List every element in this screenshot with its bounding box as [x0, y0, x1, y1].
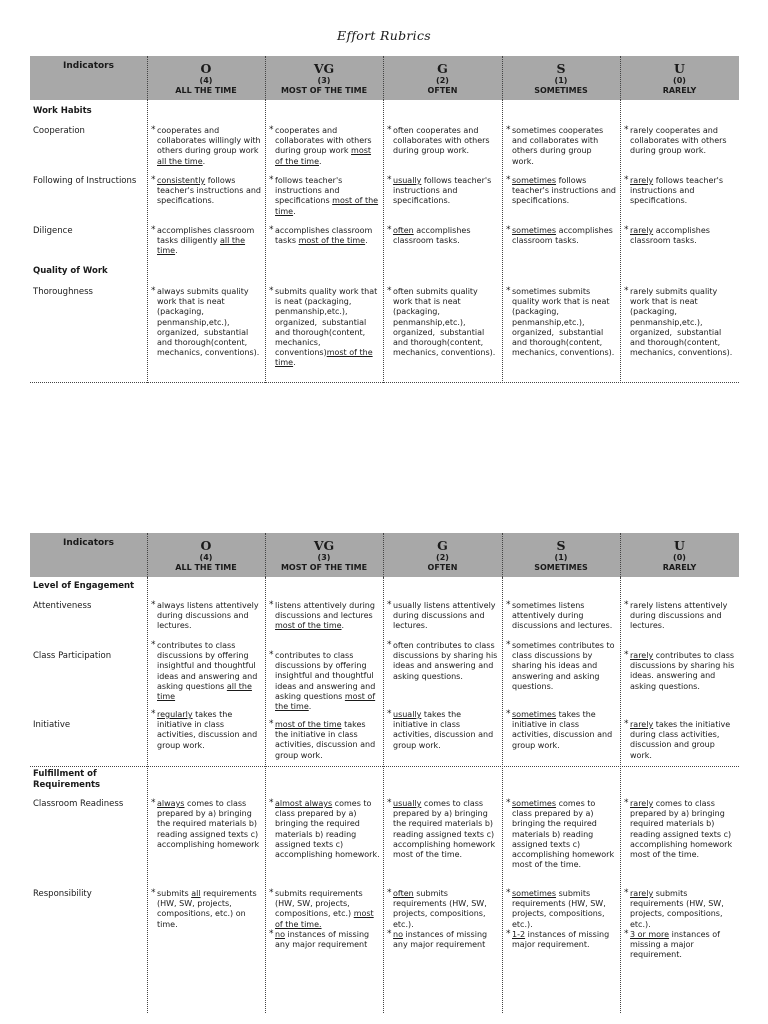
column-divider [620, 100, 621, 383]
header-indicators: Indicators [63, 61, 114, 71]
column-divider [383, 533, 384, 577]
column-divider [147, 56, 148, 100]
table-body [30, 577, 739, 1013]
column-divider [502, 533, 503, 577]
cell-following-u: * rarely follows teacher's instructions and specifications. [624, 175, 724, 206]
header-level-s: S (1) SOMETIMES [534, 61, 588, 95]
cell-thoroughness-s: * sometimes submits quality work that is neat (packaging, penmanship,etc.), organized, substantial and thorough(content, mechanics, conventions). [506, 286, 615, 358]
cell-responsibility-s: * sometimes submits requirements (HW, SW, projects, compositions, etc.). * 1-2 instances of missing major requirement. [506, 888, 610, 950]
row-label-thoroughness: Thoroughness [33, 287, 93, 297]
cell-participation-u: * rarely contributes to class discussions by sharing his ideas. answering and asking questions. [624, 650, 735, 691]
cell-readiness-s: * sometimes comes to class prepared by a) bringing the required materials b) reading assigned texts c) accomplishing homework most of the time. [506, 798, 615, 870]
cell-thoroughness-u: * rarely submits quality work that is neat (packaging, penmanship,etc.), organized, substantial and thorough(content, mechanics, conventions). [624, 286, 733, 358]
column-divider [147, 533, 148, 577]
cell-attentiveness-u: * rarely listens attentively during discussions and lectures. [624, 600, 728, 631]
column-divider [620, 56, 621, 100]
row-label-classroom-readiness: Classroom Readiness [33, 799, 124, 809]
cell-attentiveness-s: * sometimes listens attentively during discussions and lectures. [506, 600, 613, 631]
row-label-responsibility: Responsibility [33, 889, 92, 899]
header-level-o: O (4) ALL THE TIME [175, 61, 237, 95]
row-label-class-participation: Class Participation [33, 651, 112, 661]
cell-following-g: * usually follows teacher's instructions and specifications. [387, 175, 492, 206]
document-title: Effort Rubrics [337, 28, 431, 43]
row-label-cooperation: Cooperation [33, 126, 85, 136]
section-heading: Fulfillment of Requirements [33, 769, 101, 790]
header-level-o: O (4) ALL THE TIME [175, 538, 237, 572]
cell-cooperation-u: * rarely cooperates and collaborates with others during group work. [624, 125, 727, 156]
cell-diligence-g: * often accomplishes classroom tasks. [387, 225, 471, 246]
cell-initiative-vg: * most of the time takes the initiative in class activities, discussion and group work. [269, 719, 376, 760]
column-divider [265, 533, 266, 577]
section-heading: Quality of Work [33, 266, 108, 276]
cell-responsibility-o: * submits all requirements (HW, SW, projects, compositions, etc.) on time. [151, 888, 257, 929]
cell-initiative-g: * usually takes the initiative in class activities, discussion and group work. [387, 709, 494, 750]
cell-thoroughness-o: * always submits quality work that is neat (packaging, penmanship,etc.), organized, substantial and thorough(content, mechanics, conventions). [151, 286, 260, 358]
row-label-initiative: Initiative [33, 720, 71, 730]
header-level-s: S (1) SOMETIMES [534, 538, 588, 572]
cell-diligence-s: * sometimes accomplishes classroom tasks. [506, 225, 613, 246]
column-divider [620, 533, 621, 577]
header-indicators: Indicators [63, 538, 114, 548]
cell-readiness-u: * rarely comes to class prepared by a) bringing required materials b) reading assigned texts c) accomplishing homework most of the time. [624, 798, 733, 860]
column-divider [383, 56, 384, 100]
cell-diligence-vg: * accomplishes classroom tasks most of the time. [269, 225, 373, 246]
cell-thoroughness-g: * often submits quality work that is neat (packaging, penmanship,etc.), organized, substantial and thorough(content, mechanics, conventions). [387, 286, 496, 358]
cell-participation-vg: * contributes to class discussions by offering insightful and thoughtful ideas and answering and asking questions most of the time. [269, 650, 376, 712]
cell-initiative-o: * regularly takes the initiative in class activities, discussion and group work. [151, 709, 258, 750]
cell-responsibility-vg: * submits requirements (HW, SW, projects, compositions, etc.) most of the time. * no instances of missing any major requirement [269, 888, 374, 950]
cell-cooperation-g: * often cooperates and collaborates with others during group work. [387, 125, 490, 156]
cell-following-vg: * follows teacher's instructions and specifications most of the time. [269, 175, 379, 216]
cell-readiness-o: * always comes to class prepared by a) bringing the required materials b) reading assigned texts c) accomplishing homework [151, 798, 260, 849]
cell-cooperation-o: * cooperates and collaborates willingly with others during group work all the time. [151, 125, 261, 166]
cell-attentiveness-vg: * listens attentively during discussions and lectures most of the time. [269, 600, 375, 631]
cell-responsibility-u: * rarely submits requirements (HW, SW, projects, compositions, etc.). * 3 or more instances of missing a major requirement. [624, 888, 724, 960]
cell-following-o: * consistently follows teacher's instructions and specifications. [151, 175, 261, 206]
cell-diligence-o: * accomplishes classroom tasks diligently all the time. [151, 225, 255, 256]
rubric-table-work [30, 56, 739, 383]
cell-attentiveness-g: * usually listens attentively during discussions and lectures. [387, 600, 496, 631]
cell-cooperation-vg: * cooperates and collaborates with others during group work most of the time. [269, 125, 372, 166]
header-level-g: G (2) OFTEN [427, 538, 458, 572]
cell-attentiveness-o: * always listens attentively during discussions and lectures. [151, 600, 259, 631]
column-divider [620, 577, 621, 1013]
column-divider [147, 100, 148, 383]
row-label-attentiveness: Attentiveness [33, 601, 92, 611]
column-divider [265, 100, 266, 383]
cell-participation-s: * sometimes contributes to class discussions by sharing his ideas and answering and asking questions. [506, 640, 615, 691]
section-divider [30, 766, 739, 767]
table-header [30, 56, 739, 100]
row-label-diligence: Diligence [33, 226, 73, 236]
cell-following-s: * sometimes follows teacher's instructions and specifications. [506, 175, 616, 206]
row-label-following-instructions: Following of Instructions [33, 176, 137, 186]
column-divider [383, 577, 384, 1013]
header-level-vg: VG (3) MOST OF THE TIME [280, 538, 368, 572]
cell-responsibility-g: * often submits requirements (HW, SW, projects, compositions, etc.). * no instances of missing any major requirement [387, 888, 488, 950]
rubric-table-engagement [30, 533, 739, 1013]
column-divider [147, 577, 148, 1013]
table-body [30, 100, 739, 383]
column-divider [383, 100, 384, 383]
column-divider [502, 577, 503, 1013]
column-divider [502, 56, 503, 100]
column-divider [502, 100, 503, 383]
cell-initiative-s: * sometimes takes the initiative in class activities, discussion and group work. [506, 709, 613, 750]
cell-cooperation-s: * sometimes cooperates and collaborates with others during group work. [506, 125, 604, 166]
header-level-g: G (2) OFTEN [427, 61, 458, 95]
table-bottom-rule [30, 382, 739, 383]
cell-initiative-u: * rarely takes the initiative during class activities, discussion and group work. [624, 719, 731, 760]
cell-thoroughness-vg: * submits quality work that is neat (packaging, penmanship,etc.), organized, substantial and thorough(content, mechanics, conventions)most of the time. [269, 286, 378, 368]
cell-diligence-u: * rarely accomplishes classroom tasks. [624, 225, 710, 246]
table-header [30, 533, 739, 577]
header-level-u: U (0) RARELY [662, 61, 697, 95]
column-divider [265, 56, 266, 100]
cell-participation-o: * contributes to class discussions by offering insightful and thoughtful ideas and answering and asking questions all the time [151, 640, 258, 702]
header-level-u: U (0) RARELY [662, 538, 697, 572]
section-heading: Work Habits [33, 106, 92, 116]
cell-participation-g: * often contributes to class discussions by sharing his ideas and answering and asking questions. [387, 640, 498, 681]
section-heading: Level of Engagement [33, 581, 135, 591]
cell-readiness-vg: * almost always comes to class prepared by a) bringing the required materials b) reading assigned texts c) accomplishing homework. [269, 798, 380, 860]
column-divider [265, 577, 266, 1013]
header-level-vg: VG (3) MOST OF THE TIME [280, 61, 368, 95]
cell-readiness-g: * usually comes to class prepared by a) bringing the required materials b) reading assigned texts c) accomplishing homework most of the time. [387, 798, 496, 860]
